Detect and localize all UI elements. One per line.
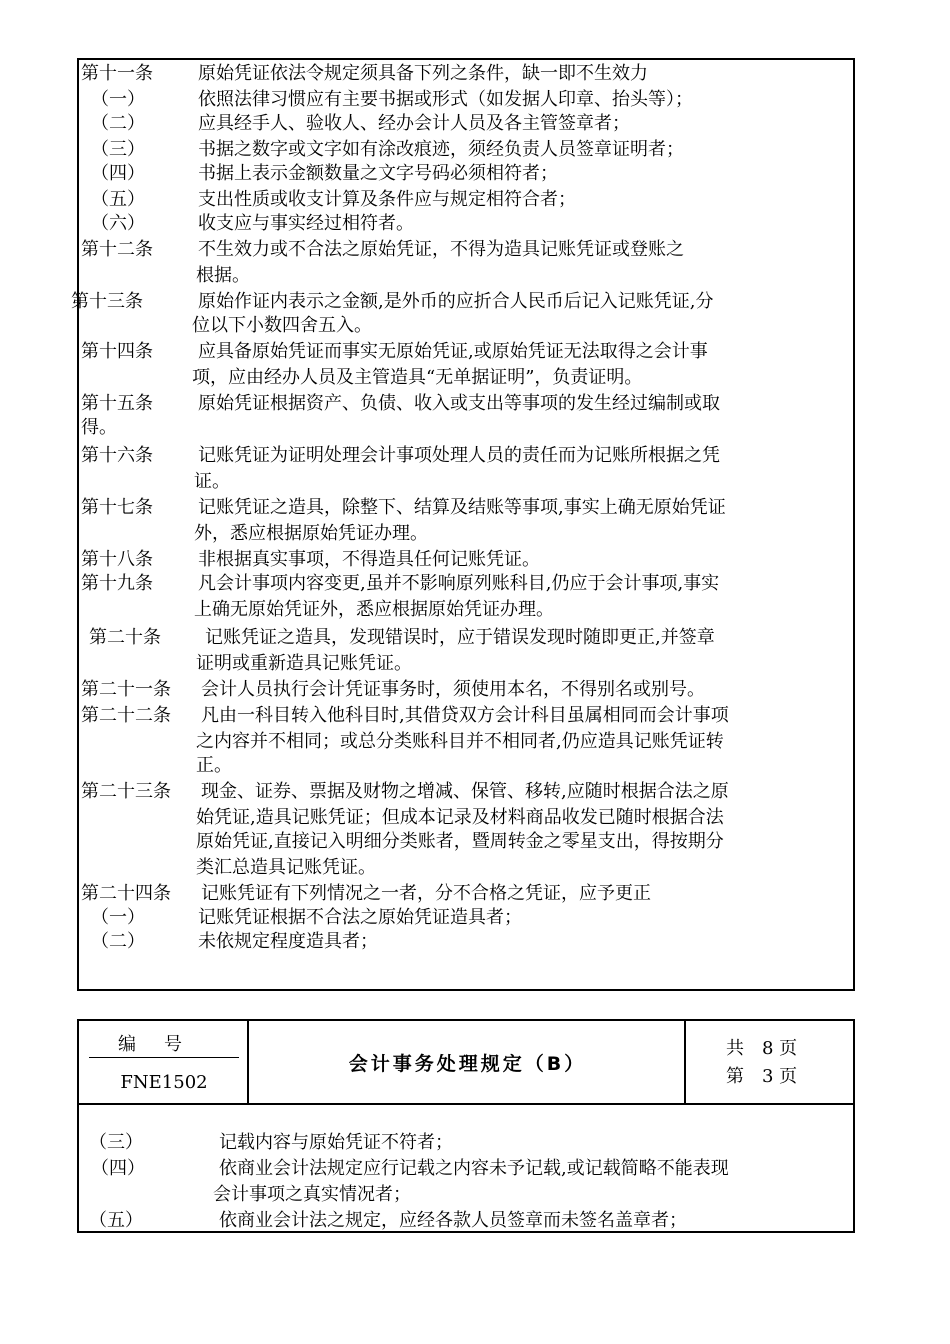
article-label: 第十六条	[81, 445, 153, 466]
page-number-cell	[686, 1021, 853, 1103]
article-label: （五）	[91, 189, 145, 210]
article-label: 第十四条	[81, 341, 153, 362]
article-text: 现金、证券、票据及财物之增减、保管、移转,应随时根据合法之原	[201, 781, 729, 802]
article-text: 证。	[194, 471, 230, 492]
article-text: 始凭证,造具记账凭证；但成本记录及材料商品收发已随时根据合法	[196, 807, 724, 828]
article-text: 项，应由经办人员及主管造具“无单据证明”，负责证明。	[192, 367, 643, 388]
article-text: 不生效力或不合法之原始凭证，不得为造具记账凭证或登账之	[198, 239, 684, 260]
article-label: 得。	[81, 417, 117, 438]
article-label: （一）	[91, 89, 145, 110]
article-label: （一）	[91, 907, 145, 928]
article-text: 应具备原始凭证而事实无原始凭证,或原始凭证无法取得之会计事	[198, 341, 708, 362]
article-label: 第十五条	[81, 393, 153, 414]
item-text: 会计事项之真实情况者；	[213, 1184, 411, 1205]
article-text: 支出性质或收支计算及条件应与规定相符合者；	[198, 189, 576, 210]
document-body-section	[71, 58, 855, 991]
article-label: 第十二条	[81, 239, 153, 260]
document-title: 会计事务处理规定（B）	[348, 1052, 587, 1075]
item-label: （三）	[89, 1132, 143, 1153]
document-code-cell	[79, 1021, 249, 1103]
article-text: 外，悉应根据原始凭证办理。	[194, 523, 428, 544]
article-text: 记账凭证根据不合法之原始凭证造具者；	[198, 907, 522, 928]
article-label: 第十八条	[81, 549, 153, 570]
article-label: （二）	[91, 113, 145, 134]
current-page: 第 3 页	[726, 1066, 798, 1087]
article-text: 证明或重新造具记账凭证。	[196, 653, 412, 674]
article-text: 非根据真实事项，不得造具任何记账凭证。	[198, 549, 540, 570]
article-text: 会计人员执行会计凭证事务时，须使用本名，不得别名或别号。	[201, 679, 705, 700]
article-label: 第二十二条	[81, 705, 171, 726]
article-text: 未依规定程度造具者；	[198, 931, 378, 952]
article-label: 第十三条	[71, 291, 143, 312]
article-text: 之内容并不相同；或总分类账科目并不相同者,仍应造具记账凭证转	[196, 731, 724, 752]
page-header-block	[77, 1019, 855, 1233]
article-label: 第二十三条	[81, 781, 171, 802]
item-text: 依商业会计法规定应行记载之内容未予记载,或记载简略不能表现	[219, 1158, 729, 1179]
article-text: 正。	[196, 755, 232, 776]
item-text: 依商业会计法之规定，应经各款人员签章而未签名盖章者；	[219, 1210, 687, 1231]
article-label: 第十九条	[81, 573, 153, 594]
article-text: 位以下小数四舍五入。	[192, 315, 372, 336]
article-text: 依照法律习惯应有主要书据或形式（如发据人印章、抬头等）；	[198, 89, 693, 110]
item-label: （四）	[91, 1158, 145, 1179]
article-text: 应具经手人、验收人、经办会计人员及各主管签章者；	[198, 113, 630, 134]
article-label: 第十一条	[81, 63, 153, 84]
article-text: 凡会计事项内容变更,虽并不影响原列账科目,仍应于会计事项,事实	[198, 573, 720, 594]
article-text: 上确无原始凭证外，悉应根据原始凭证办理。	[194, 599, 554, 620]
article-text: 根据。	[196, 265, 250, 286]
article-label: （三）	[91, 139, 145, 160]
article-label: 第二十四条	[81, 883, 171, 904]
article-text: 记账凭证之造具，除整下、结算及结账等事项,事实上确无原始凭证	[198, 497, 726, 518]
article-text: 收支应与事实经过相符者。	[198, 213, 414, 234]
article-text: 书据上表示金额数量之文字号码必须相符者；	[198, 163, 558, 184]
total-pages: 共 8 页	[726, 1038, 798, 1059]
article-text: 原始凭证依法令规定须具备下列之条件，缺一即不生效力	[198, 63, 648, 84]
item-label: （五）	[89, 1210, 143, 1231]
title-cell	[249, 1021, 686, 1103]
article-text: 凡由一科目转入他科目时,其借贷双方会计科目虽属相同而会计事项	[201, 705, 729, 726]
document-code: FNE1502	[120, 1072, 208, 1093]
article-text: 原始凭证,直接记入明细分类账者，暨周转金之零星支出，得按期分	[196, 831, 724, 852]
article-text: 记账凭证之造具，发现错误时，应于错误发现时随即更正,并签章	[205, 627, 715, 648]
article-label: （四）	[91, 163, 145, 184]
article-text: 原始凭证根据资产、负债、收入或支出等事项的发生经过编制或取	[198, 393, 720, 414]
article-text: 原始作证内表示之金额,是外币的应折合人民币后记入记账凭证,分	[198, 291, 714, 312]
article-text: 书据之数字或文字如有涂改痕迹，须经负责人员签章证明者；	[198, 139, 684, 160]
code-label: 编号	[89, 1033, 239, 1058]
article-text: 记账凭证为证明处理会计事项处理人员的责任而为记账所根据之凭	[198, 445, 720, 466]
article-text: 记账凭证有下列情况之一者，分不合格之凭证，应予更正	[201, 883, 651, 904]
article-label: （六）	[91, 213, 145, 234]
header-divider	[79, 1103, 853, 1105]
item-text: 记载内容与原始凭证不符者；	[219, 1132, 453, 1153]
article-label: 第二十一条	[81, 679, 171, 700]
article-label: 第二十条	[89, 627, 161, 648]
article-text: 类汇总造具记账凭证。	[196, 857, 376, 878]
article-label: 第十七条	[81, 497, 153, 518]
article-label: （二）	[91, 931, 145, 952]
